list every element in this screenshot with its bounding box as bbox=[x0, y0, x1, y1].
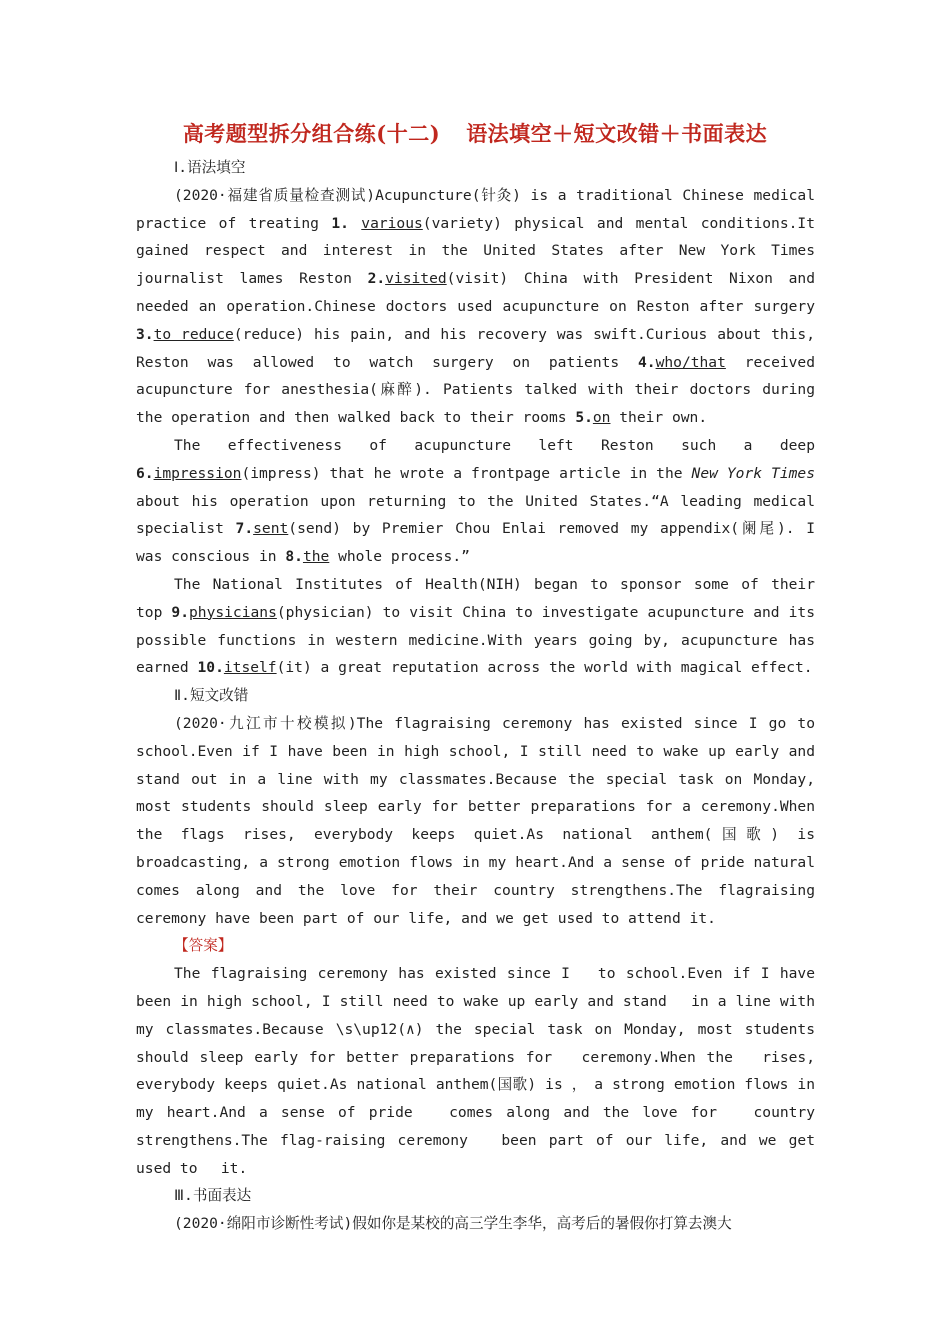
blank-number: 2. bbox=[367, 270, 386, 288]
filled-answer: the bbox=[302, 548, 330, 566]
filled-answer: on bbox=[592, 409, 611, 427]
blank-number: 10. bbox=[197, 659, 224, 677]
answer-label: 【答案】 bbox=[174, 937, 233, 955]
section2-passage: (2020·九江市十校模拟)The flagraising ceremony has existed since I go to school.Even if I have been in high school, I still need to wake up early and stand out in a line with my classmates.Because the special task on Monday, most students should sleep early for better preparations for a ceremony.When the flags rises, everybody keeps quiet.As national anthem(国歌) is broadcasting, a strong emotion flows in my heart.And a sense of pride natural comes along and the love for their country strengthens.The flagraising ceremony have been part of our life, and we get used to attend it. bbox=[136, 714, 815, 927]
blank-number: 7. bbox=[235, 520, 254, 538]
section3-heading: Ⅲ.书面表达 bbox=[174, 1187, 252, 1205]
section1-paragraph-2: The effectiveness of acupuncture left Reston such a deep 6.impression(impress) that he wrote a frontpage article in the New York Times about his operation upon returning to the United States.“A leading medical specialist 7.sent(send) by Premier Chou Enlai removed my appendix(阑尾). I was conscious in 8.the whole process.” bbox=[136, 436, 815, 566]
filled-answer: sent bbox=[253, 520, 289, 538]
page-title bbox=[0, 118, 950, 148]
filled-answer: various bbox=[361, 214, 423, 232]
blank-number: 4. bbox=[638, 353, 656, 371]
blank-number: 6. bbox=[136, 464, 154, 482]
document-content bbox=[136, 154, 815, 1238]
section2-answer: The flagraising ceremony has existed since I to school.Even if I have been in high school, I still need to wake up early and stand in a line with my classmates.Because \s\up12(∧) the special task on Monday, most students should sleep early for better preparations for ceremony.When the rises, everybody keeps quiet.As national anthem(国歌) is ， a strong emotion flows in my heart.And a sense of pride comes along and the love for country strengthens.The flag-raising ceremony been part of our life, and we get used to it. bbox=[136, 965, 815, 1177]
filled-answer: visited bbox=[385, 270, 447, 288]
title-part1: 高考题型拆分组合练(十二) bbox=[182, 121, 441, 146]
section1-paragraph-1: (2020·福建省质量检查测试)Acupuncture(针灸) is a traditional Chinese medical practice of treating 1. various(variety) physical and mental conditions.It gained respect and interest in the United States after New York Times journalist lames Reston 2.visited(visit) China with President Nixon and needed an operation.Chinese doctors used acupuncture on Reston after surgery 3.to reduce(reduce) his pain, and his recovery was swift.Curious about this, Reston was allowed to watch surgery on patients 4.who/that received acupuncture for anesthesia(麻醉). Patients talked with their doctors during the operation and then walked back to their rooms 5.on their own. bbox=[136, 186, 816, 427]
title-part2: 语法填空＋短文改错＋书面表达 bbox=[466, 121, 768, 146]
filled-answer: physicians bbox=[189, 603, 277, 621]
section2-heading: Ⅱ.短文改错 bbox=[174, 687, 249, 705]
filled-answer: who/that bbox=[655, 353, 726, 371]
blank-number: 8. bbox=[285, 548, 303, 566]
section1-heading: Ⅰ.语法填空 bbox=[174, 159, 246, 176]
section3-text: (2020·绵阳市诊断性考试)假如你是某校的高三学生李华，高考后的暑假你打算去澳大 bbox=[174, 1215, 732, 1233]
filled-answer: itself bbox=[223, 659, 277, 677]
filled-answer: to reduce bbox=[153, 325, 234, 343]
blank-number: 9. bbox=[171, 603, 189, 621]
blank-number: 1. bbox=[331, 214, 349, 232]
filled-answer: impression bbox=[153, 464, 242, 482]
newspaper-name: New York Times bbox=[691, 464, 815, 482]
blank-number: 3. bbox=[136, 325, 154, 343]
blank-number: 5. bbox=[575, 409, 593, 427]
section1-paragraph-3: The National Institutes of Health(NIH) began to sponsor some of their top 9.physicians(physician) to visit China to investigate acupuncture and its possible functions in western medicine.With years going by, acupuncture has earned 10.itself(it) a great reputation across the world with magical effect. bbox=[136, 575, 815, 677]
